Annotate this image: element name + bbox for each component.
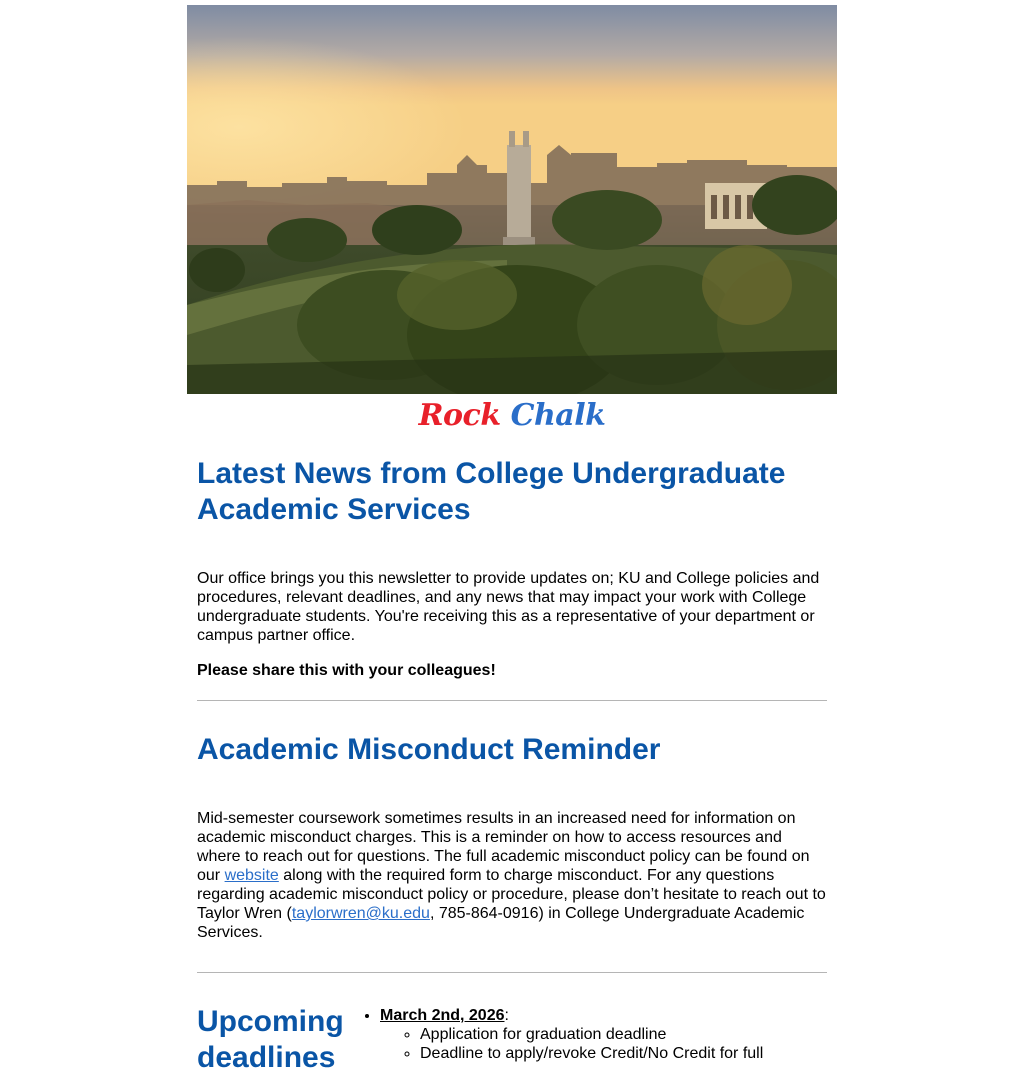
section-divider bbox=[197, 700, 827, 701]
newsletter-email bbox=[187, 5, 837, 1076]
deadlines-list bbox=[357, 1006, 827, 1063]
section-divider bbox=[197, 972, 827, 973]
deadline-subitems bbox=[380, 1025, 827, 1063]
list-item bbox=[380, 1006, 827, 1063]
deadline-date-suffix: : bbox=[504, 1007, 509, 1024]
intro-paragraph: Our office brings you this newsletter to provide updates on; KU and College policies and procedures, relevant deadlines, and any news that may impact your work with College undergraduate students. You're receiving this as a representative of your department or campus partner office. bbox=[197, 570, 820, 644]
share-callout: Please share this with your colleagues! bbox=[197, 662, 496, 679]
list-item: ◦ Deadline to apply/revoke Credit/No Credit for full bbox=[420, 1044, 827, 1063]
email-link[interactable]: taylorwren@ku.edu bbox=[291, 905, 430, 922]
website-link[interactable]: website bbox=[224, 867, 279, 884]
campus-sunrise-photo bbox=[187, 5, 837, 394]
misconduct-text-1: Mid-semester coursework sometimes results in an increased need for information on academic misconduct charges. This is a reminder on how to access resources and where to reach out for questions. The full academic misconduct policy can be found on our bbox=[197, 810, 810, 884]
misconduct-text-3: , 785-864-0916) in College Undergraduate Academic Services. bbox=[197, 905, 805, 941]
rock-chalk-wordmark bbox=[187, 398, 837, 438]
misconduct-heading: Academic Misconduct Reminder bbox=[197, 733, 661, 766]
wordmark-chalk: Chalk bbox=[510, 398, 606, 433]
newsletter-content bbox=[187, 456, 837, 1076]
deadlines-section bbox=[197, 1004, 827, 1076]
list-item: ◦ Application for graduation deadline bbox=[420, 1025, 827, 1044]
misconduct-text-2: along with the required form to charge misconduct. For any questions regarding academic misconduct policy or procedure, please don’t hesitate to reach out to Taylor Wren ( bbox=[197, 867, 826, 922]
wordmark-rock: Rock bbox=[418, 398, 501, 433]
deadline-date: March 2nd, 2026 bbox=[380, 1007, 505, 1024]
hero-image bbox=[187, 5, 837, 394]
newsletter-title: Latest News from College Undergraduate Academic Services bbox=[197, 457, 786, 526]
misconduct-paragraph bbox=[197, 809, 827, 942]
deadlines-heading: Upcoming deadlines bbox=[197, 1005, 344, 1074]
